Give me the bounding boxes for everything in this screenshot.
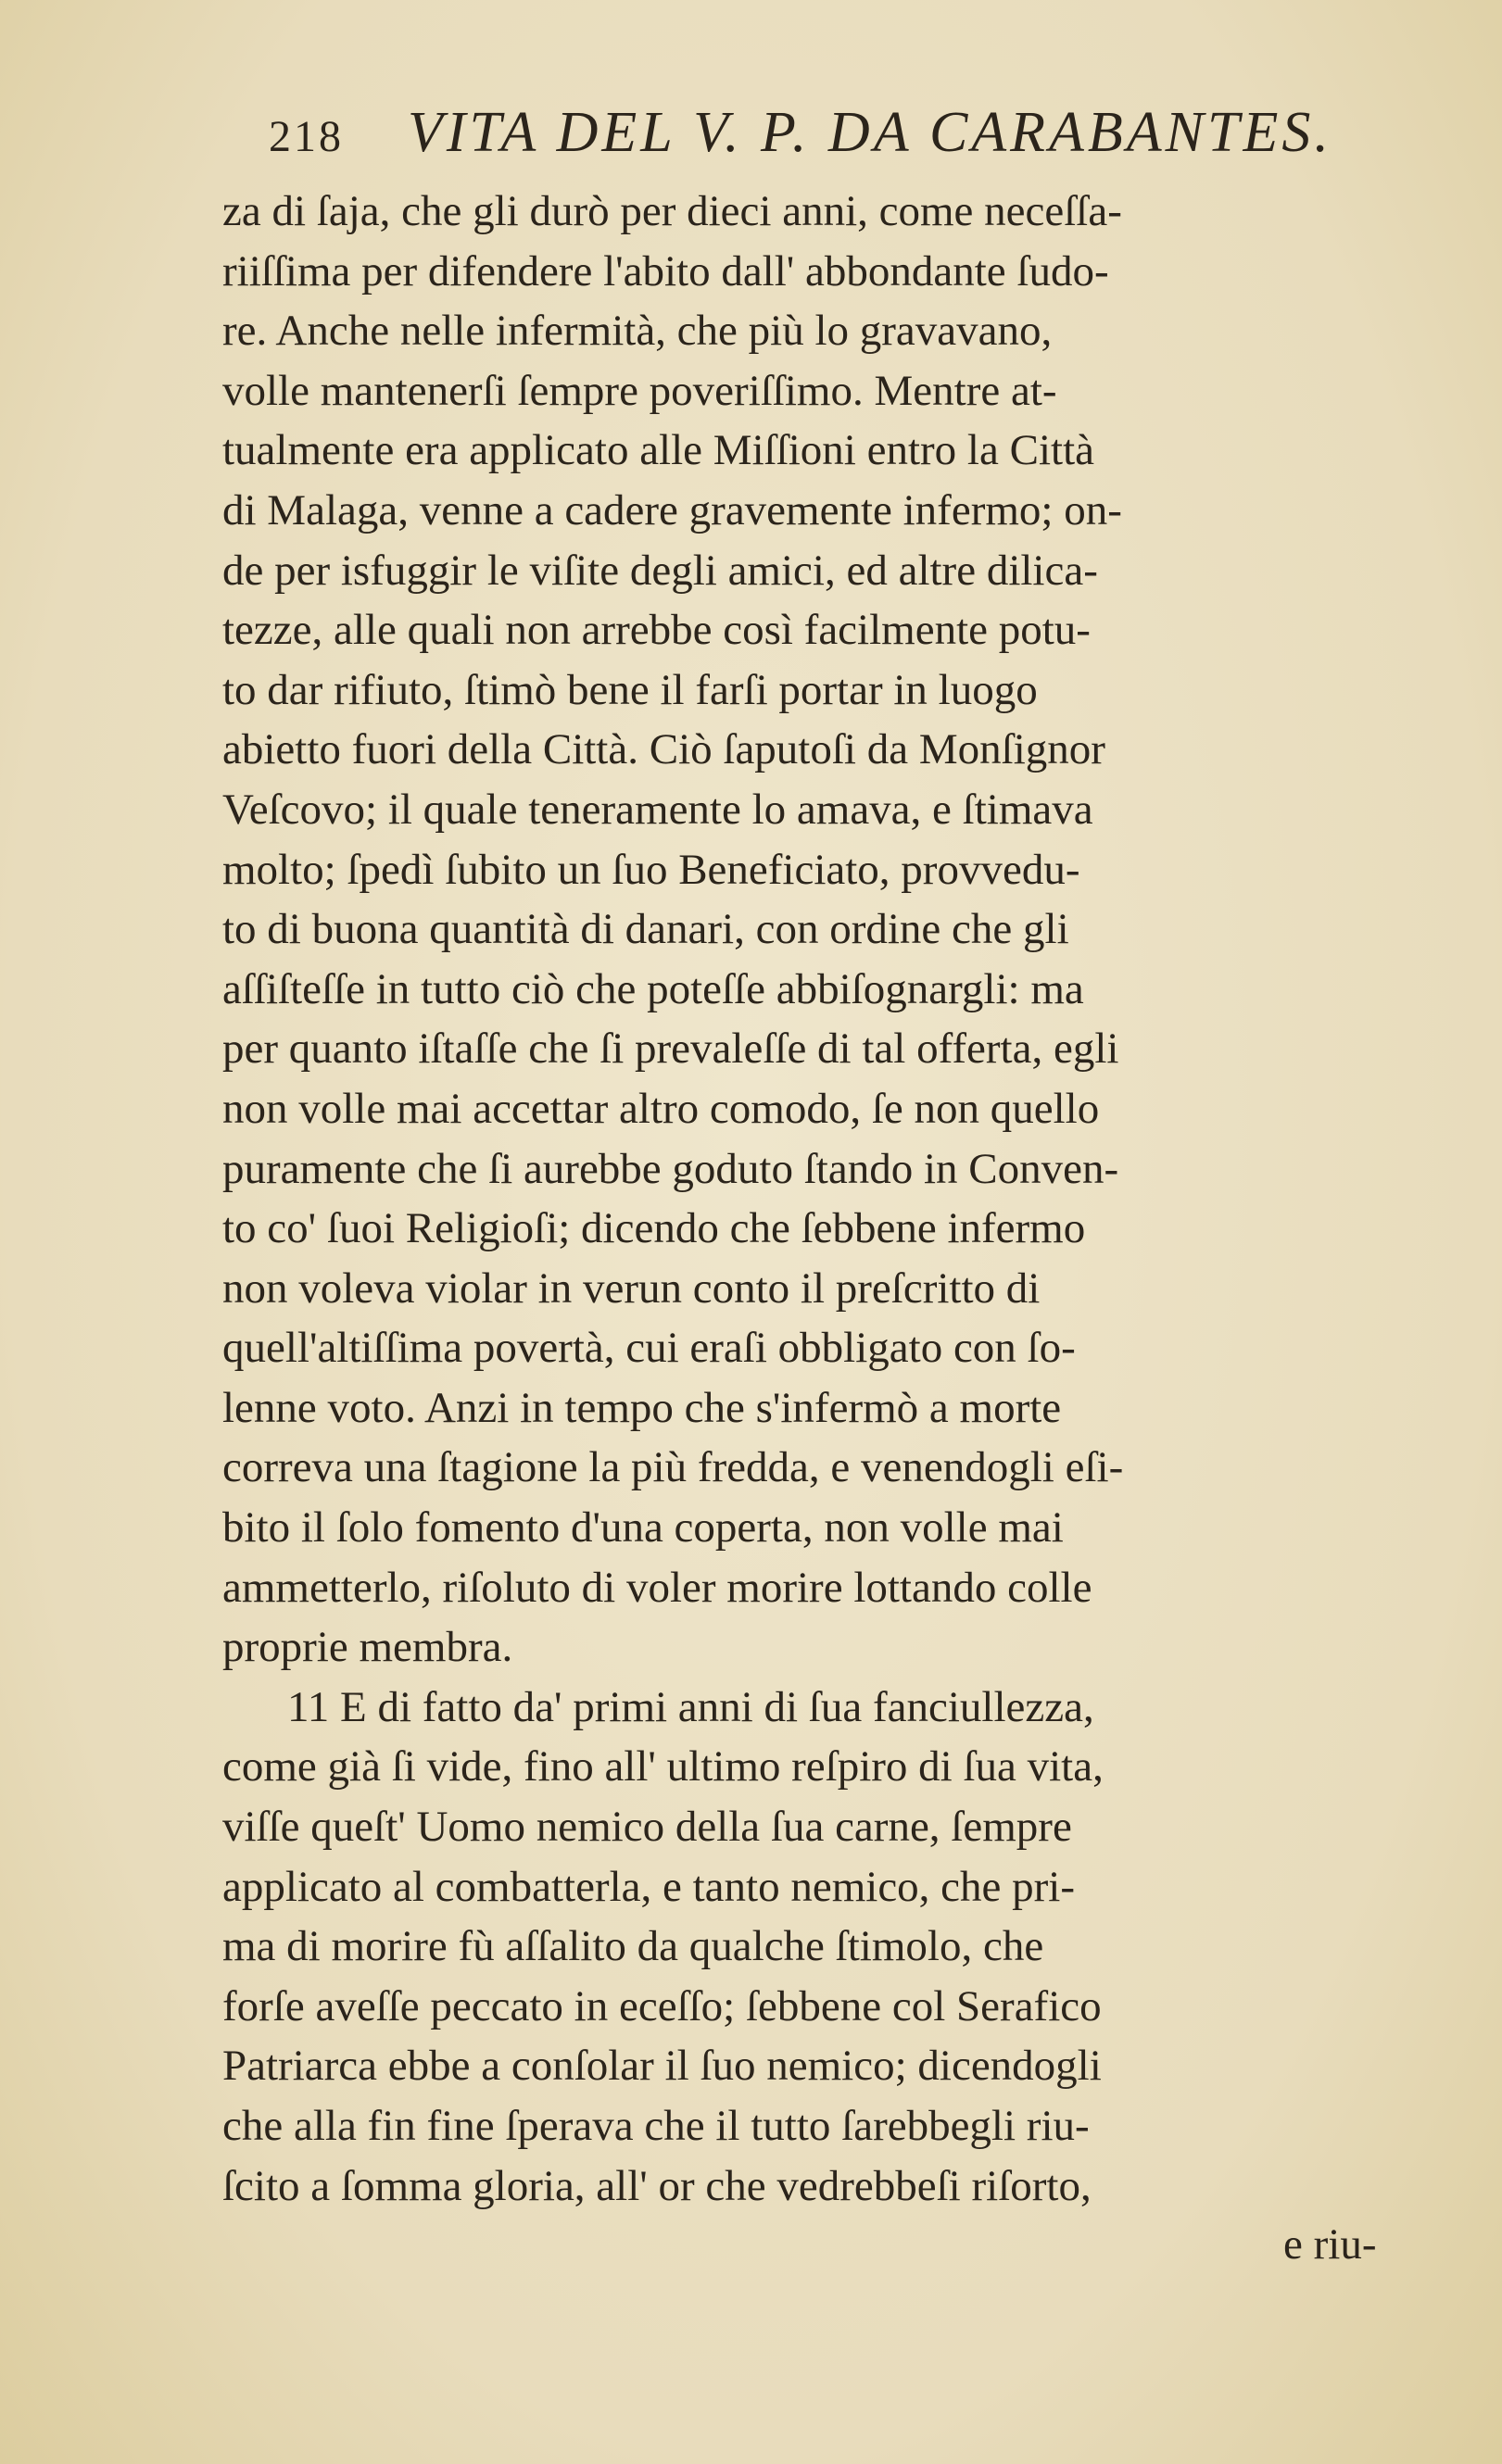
catchword: e riu-	[1283, 2220, 1377, 2269]
text-line: abietto fuori della Città. Ciò ſaputoſi da Monſignor	[222, 725, 1105, 774]
text-line: che alla fin fine ſperava che il tutto ſarebbegli riu-	[222, 2102, 1090, 2150]
text-line: bito il ſolo fomento d'una coperta, non volle mai	[222, 1503, 1064, 1553]
text-line: volle mantenerſi ſempre poveriſſimo. Mentre at-	[222, 366, 1057, 415]
text-line: de per isfuggir le viſite degli amici, ed altre dilica-	[222, 546, 1098, 595]
text-line: Veſcovo; il quale teneramente lo amava, e ſtimava	[222, 785, 1093, 834]
text-line: to co' ſuoi Religioſi; dicendo che ſebbene infermo	[222, 1204, 1086, 1253]
text-line: non volle mai accettar altro comodo, ſe non quello	[222, 1084, 1100, 1133]
text-line: forſe aveſſe peccato in eceſſo; ſebbene col Serafico	[222, 1981, 1102, 2030]
page-header	[269, 100, 1501, 174]
text-line: riiſſima per difendere l'abito dall' abbondante ſudo-	[222, 246, 1109, 295]
text-line: Patriarca ebbe a conſolar il ſuo nemico; dicendogli	[222, 2042, 1102, 2091]
text-line: re. Anche nelle infermità, che più lo gravavano,	[222, 307, 1053, 356]
text-line: to dar rifiuto, ſtimò bene il farſi portar in luogo	[222, 665, 1038, 714]
text-line: quell'altiſſima povertà, cui eraſi obbligato con ſo-	[222, 1324, 1076, 1373]
page-number: 218	[269, 112, 344, 161]
text-line: lenne voto. Anzi in tempo che s'infermò a morte	[222, 1383, 1062, 1432]
text-line: di Malaga, venne a cadere gravemente infermo; on-	[222, 485, 1122, 534]
text-line: ſcito a ſomma gloria, all' or che vedrebbeſi riſorto,	[222, 2161, 1092, 2210]
text-line: puramente che ſi aurebbe goduto ſtando in Conven-	[222, 1144, 1119, 1193]
text-line: non voleva violar in verun conto il preſcritto di	[222, 1263, 1041, 1313]
text-line: correva una ſtagione la più fredda, e venendogli eſi-	[222, 1443, 1124, 1492]
text-line: ammetterlo, riſoluto di voler morire lottando colle	[222, 1563, 1092, 1612]
text-line: viſſe queſt' Uomo nemico della ſua carne, ſempre	[222, 1803, 1072, 1852]
text-line: aſſiſteſſe in tutto ciò che poteſſe abbiſognargli: ma	[222, 964, 1084, 1013]
text-line: proprie membra.	[222, 1623, 513, 1672]
running-head: VITA DEL V. P. DA CARABANTES.	[408, 101, 1332, 164]
paragraph-start-line: 11 E di fatto da' primi anni di ſua fanciullezza,	[287, 1682, 1094, 1731]
text-line: tezze, alle quali non arrebbe così facilmente potu-	[222, 606, 1091, 655]
text-line: ma di morire fù aſſalito da qualche ſtimolo, che	[222, 1922, 1044, 1971]
text-body	[222, 182, 1487, 2216]
text-line: applicato al combatterla, e tanto nemico, che pri-	[222, 1862, 1076, 1911]
text-line: come già ſi vide, fino all' ultimo reſpiro di ſua vita,	[222, 1742, 1104, 1791]
text-line: tualmente era applicato alle Miſſioni entro la Città	[222, 426, 1094, 475]
text-line: za di ſaja, che gli durò per dieci anni, come neceſſa-	[222, 187, 1122, 235]
text-line: to di buona quantità di danari, con ordine che gli	[222, 905, 1069, 954]
text-line: per quanto iſtaſſe che ſi prevaleſſe di tal offerta, egli	[222, 1025, 1119, 1074]
text-line: molto; ſpedì ſubito un ſuo Beneficiato, provvedu-	[222, 845, 1080, 894]
